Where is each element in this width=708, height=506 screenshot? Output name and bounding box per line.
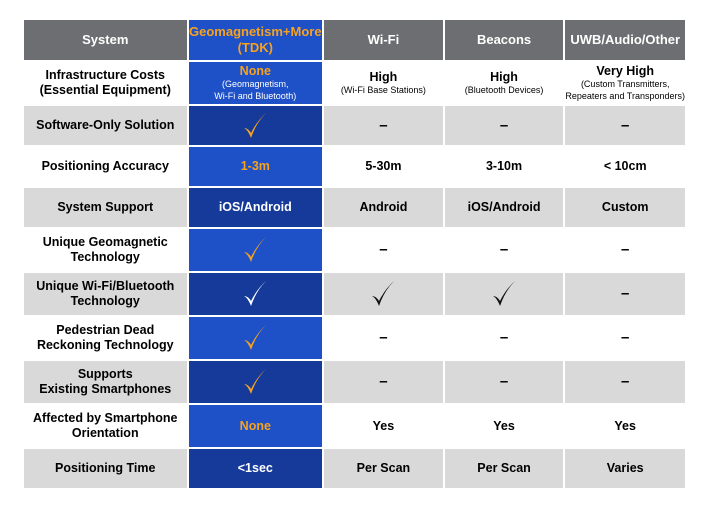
cell-text: Yes [493,418,515,433]
cell-text: Yes [614,418,636,433]
table-cell [565,273,685,315]
table-cell [565,62,685,104]
cell-text: Per Scan [477,461,531,475]
cell-text: Very High [596,64,655,79]
table-cell [445,317,564,359]
cell-text: Orientation [71,426,139,440]
dash-mark: – [499,241,509,258]
table-cell [189,106,323,145]
check-icon [242,111,268,141]
check-icon [242,323,268,353]
cell-text: System Support [57,200,154,214]
cell-text: Affected by Smartphone [33,411,178,425]
table-row [24,106,685,145]
dash-mark: – [379,241,388,258]
row-label [24,188,187,227]
dash-mark: – [621,285,630,302]
cell-text: Infrastructure Costs [45,68,165,82]
table-cell [445,106,564,145]
cell-text: Geomagnetism+More [189,24,322,40]
table-cell [324,147,443,186]
row-label [24,147,187,186]
row-label [24,405,187,447]
dash-mark: – [379,373,388,390]
column-header [24,20,187,60]
cell-text: 1-3m [240,159,270,173]
dash-mark: – [621,241,630,258]
row-label [24,317,187,359]
table-cell [565,405,685,447]
table-cell [324,405,443,447]
table-cell [445,188,564,227]
table-cell [189,449,323,488]
cell-text: 5-30m [365,159,402,173]
dash-mark: – [499,329,509,346]
cell-text: iOS/Android [467,200,541,214]
cell-text: System [82,32,129,48]
table-row [24,405,685,447]
table-row [24,188,685,227]
check-icon [242,235,268,265]
dash-mark: – [499,373,509,390]
cell-text: Technology [70,250,140,264]
table-row [24,361,685,403]
check-icon [242,279,268,309]
table-cell [189,405,323,447]
cell-text: Wi-Fi [367,32,400,48]
cell-text: Custom [601,200,649,214]
table-row [24,147,685,186]
cell-text: None [239,64,271,79]
table-cell [324,188,443,227]
table-cell [189,273,323,315]
table-cell [189,317,323,359]
cell-text: High [369,69,398,84]
cell-text: Unique Wi-Fi/Bluetooth [36,279,175,293]
dash-mark: – [621,116,630,134]
cell-text: Positioning Accuracy [41,159,169,173]
table-cell [189,361,323,403]
table-cell [189,62,323,104]
header-row [24,20,685,60]
dash-mark: – [379,329,388,346]
table-cell [324,62,443,104]
cell-text: Reckoning Technology [36,338,174,352]
dash-mark: – [499,116,509,134]
table-cell [565,147,685,186]
check-icon [491,279,517,309]
table-row [24,229,685,271]
comparison-table [24,20,685,490]
row-label [24,229,187,271]
table-cell [565,106,685,145]
table-cell [189,147,323,186]
cell-text: Supports [77,367,133,381]
cell-text: Existing Smartphones [39,382,172,396]
table-row [24,273,685,315]
cell-text: (Essential Equipment) [39,83,171,97]
row-label [24,449,187,488]
table-cell [324,317,443,359]
table-cell [565,317,685,359]
cell-text: None [239,418,271,433]
cell-subtext: Wi-Fi and Bluetooth) [214,90,297,101]
cell-text: Unique Geomagnetic [42,235,168,249]
column-header [445,20,564,60]
table-row [24,317,685,359]
dash-mark: – [379,116,388,134]
table-cell [445,62,564,104]
cell-text: Positioning Time [55,461,156,475]
cell-text: Pedestrian Dead [56,323,155,337]
table-cell [324,229,443,271]
table-cell [324,273,443,315]
cell-text: UWB/Audio/Other [570,32,681,48]
check-icon [242,367,268,397]
table-cell [445,449,564,488]
cell-text: (TDK) [237,40,273,55]
check-icon [370,279,396,309]
row-label [24,106,187,145]
table-cell [324,106,443,145]
cell-text: 3-10m [485,159,523,173]
table-row [24,62,685,104]
cell-subtext: (Geomagnetism, [222,79,289,90]
cell-text: Varies [606,461,644,475]
table-cell [565,361,685,403]
table-cell [189,229,323,271]
cell-text: <1sec [237,461,273,475]
cell-subtext: (Bluetooth Devices) [464,84,544,95]
cell-text: Android [359,200,408,214]
table-cell [565,449,685,488]
table-cell [565,229,685,271]
table-cell [445,229,564,271]
table-cell [445,273,564,315]
row-label [24,361,187,403]
table-cell [189,188,323,227]
column-header [565,20,685,60]
cell-text: High [490,69,518,84]
cell-text: < 10cm [603,159,647,173]
cell-subtext: Repeaters and Transponders) [565,90,685,101]
cell-text: Technology [70,294,140,308]
table-cell [445,361,564,403]
cell-text: Yes [372,418,395,433]
cell-subtext: (Wi-Fi Base Stations) [340,84,426,95]
dash-mark: – [621,329,630,346]
row-label [24,62,187,104]
column-header [324,20,443,60]
cell-subtext: (Custom Transmitters, [580,79,670,90]
table-cell [445,405,564,447]
table-row [24,449,685,488]
column-header [189,20,323,60]
table-cell [324,449,443,488]
cell-text: Per Scan [356,461,411,475]
table-cell [445,147,564,186]
dash-mark: – [621,373,630,390]
table-cell [565,188,685,227]
cell-text: Beacons [476,32,532,48]
cell-text: iOS/Android [218,200,292,214]
cell-text: Software-Only Solution [36,118,175,132]
row-label [24,273,187,315]
table-cell [324,361,443,403]
